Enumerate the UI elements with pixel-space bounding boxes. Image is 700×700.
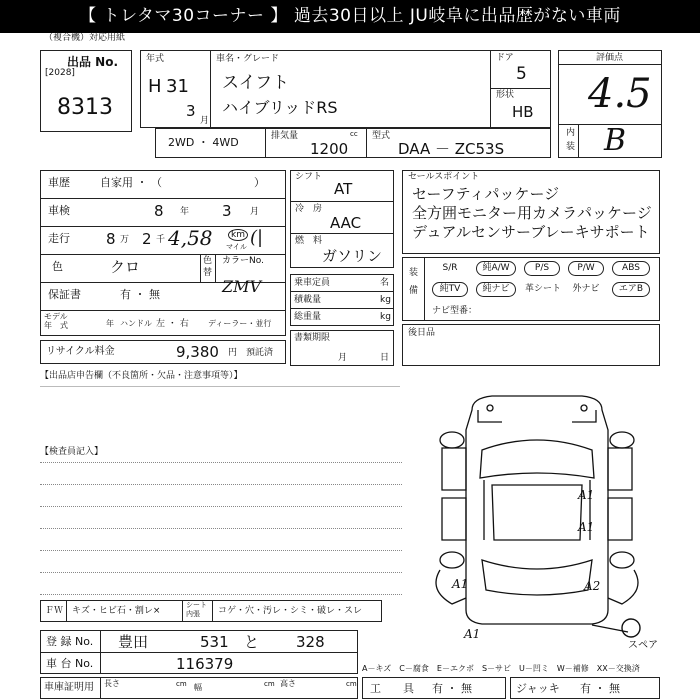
capacity-unit-gross: kg <box>380 312 391 322</box>
model-value: DAA － ZC53S <box>398 140 505 158</box>
registration-kana: と <box>244 633 260 651</box>
inspector-heading: 【検査員記入】 <box>40 447 104 457</box>
damage-mark-a1-right-rear: A1 <box>578 520 595 534</box>
seat-label-top: シート <box>186 601 207 609</box>
dealer-label: ディーラー・並行 <box>208 319 272 328</box>
ac-value: AAC <box>330 214 362 232</box>
shift-value: AT <box>334 180 353 198</box>
sales-point-2: 全方囲モニター用カメラパッケージ <box>412 204 652 222</box>
equip-sr: S/R <box>442 263 458 273</box>
year-month: 3 <box>186 102 196 120</box>
equip-oem-aw: 純A/W <box>476 261 516 276</box>
lot-number: 8313 <box>57 95 113 120</box>
cert-width-unit: cm <box>264 680 275 688</box>
mileage-sen: 2 <box>142 230 152 248</box>
inspection-month: 3 <box>222 202 232 220</box>
equip-oem-navi: 純ナビ <box>476 282 516 297</box>
capacity-label-gross: 総重量 <box>294 312 322 322</box>
tools-label: 工 具 <box>370 682 414 695</box>
displacement-unit: cc <box>350 130 358 138</box>
docs-deadline-unit: 月 <box>338 353 348 363</box>
capacity-label-load: 積載量 <box>294 295 322 305</box>
year-label: 年式 <box>146 54 165 64</box>
history-block <box>40 170 286 336</box>
color-change-top: 色 <box>203 256 213 266</box>
sales-points-label: セールスポイント <box>408 172 480 182</box>
fuel-label: 燃 料 <box>295 236 323 246</box>
drive-value: 2WD ・ 4WD <box>168 136 239 149</box>
interior-label-top: 内 <box>566 128 576 138</box>
top-banner <box>0 0 700 33</box>
recycle-note: 預託済 <box>246 348 274 358</box>
chassis-value: 116379 <box>176 655 234 673</box>
lot-label: 出品 No. <box>67 55 119 69</box>
model-year-unit: 年 <box>106 319 114 328</box>
cert-height-label: 高さ <box>280 679 296 688</box>
capacity-label-passengers: 乗車定員 <box>294 278 331 288</box>
displacement-value: 1200 <box>310 140 349 158</box>
inspection-year-unit: 年 <box>180 207 190 217</box>
jack-label: ジャッキ <box>516 682 560 695</box>
registration-class: 531 <box>200 633 229 651</box>
equip-pw: P/W <box>568 261 604 276</box>
recycle-label: リサイクル料金 <box>46 346 115 357</box>
history-label: 車歴 <box>48 176 70 189</box>
mileage-sen-unit: 千 <box>156 235 166 245</box>
seat-label-bottom: 内張 <box>186 610 200 618</box>
doors-label: ドア <box>496 53 514 63</box>
mileage-handwritten: 4,58 <box>168 226 213 250</box>
recycle-unit: 円 <box>228 348 238 358</box>
spare-label: スペア <box>628 640 658 651</box>
arrival-box <box>402 324 660 366</box>
year-era: H <box>148 76 162 97</box>
score-value: 4.5 <box>588 71 652 117</box>
jack-value: 有 ・ 無 <box>580 682 620 695</box>
mileage-check-mark: (| <box>250 227 264 248</box>
inspection-label: 車検 <box>48 204 70 217</box>
mileage-man: 8 <box>106 230 116 248</box>
color-label: 色 <box>52 260 63 273</box>
lot-box <box>40 50 132 132</box>
garage-cert-label: 車庫証明用 <box>44 682 94 693</box>
year-month-unit: 月 <box>200 116 210 126</box>
capacity-unit-passengers: 名 <box>380 278 390 288</box>
car-name: スイフト <box>222 73 290 93</box>
inspection-month-unit: 月 <box>250 207 260 217</box>
sales-point-3: デュアルセンサーブレーキサポート <box>412 223 650 241</box>
cert-width-label: 幅 <box>194 683 202 692</box>
tools-value: 有 ・ 無 <box>432 682 472 695</box>
equip-oem-tv: 純TV <box>432 282 468 297</box>
capacity-unit-load: kg <box>380 295 391 305</box>
handle-label: ハンドル <box>120 319 152 328</box>
navi-model-label: ナビ型番： <box>432 306 478 316</box>
paper-note: （複合機）対応用紙 <box>44 33 126 43</box>
color-no-value: ZMV <box>222 277 262 296</box>
seat-items: コゲ・穴・汚レ・シミ・破レ・スレ <box>218 606 363 616</box>
mileage-label: 走行 <box>48 232 70 245</box>
recycle-value: 9,380 <box>176 343 219 361</box>
shift-label: シフト <box>295 172 323 182</box>
car-grade: ハイブリッドRS <box>222 98 338 117</box>
registration-number: 328 <box>296 633 325 651</box>
year-value: 31 <box>166 76 189 97</box>
color-change-bottom: 替 <box>203 268 213 278</box>
history-close: ） <box>254 176 265 189</box>
fw-items: キズ・ヒビ石・割レ× <box>72 606 161 616</box>
damage-legend: A－キズ C－腐食 E－エクボ S－サビ U－凹ミ W－補修 XX－交換済 <box>362 664 640 673</box>
damage-mark-a1-right-door: A1 <box>578 488 595 502</box>
warranty-value: 有 ・ 無 <box>120 288 160 301</box>
doors-value: 5 <box>516 64 527 84</box>
model-label: 型式 <box>372 131 391 141</box>
cert-height-unit: cm <box>346 680 357 688</box>
damage-mark-a1-bottom: A1 <box>464 627 481 641</box>
equip-ps: P/S <box>524 261 560 276</box>
equipment-label-top: 装 <box>409 268 419 278</box>
car-label: 車名・グレード <box>216 54 280 64</box>
equipment-label-bottom: 備 <box>409 286 419 296</box>
shape-label: 形状 <box>496 90 515 100</box>
interior-label-bottom: 装 <box>566 142 576 152</box>
warranty-label: 保証書 <box>48 288 81 301</box>
damage-mark-a2-right-rear: A2 <box>584 579 601 593</box>
handle-value: 左 ・ 右 <box>156 319 189 329</box>
model-year-label-top: モデル <box>44 312 68 321</box>
banner-text: 【 トレタマ30コーナー 】 過去30日以上 JU岐阜に出品歴がない車両 <box>79 6 621 26</box>
arrival-label: 後日品 <box>408 328 436 338</box>
mileage-unit-km: km <box>228 229 248 241</box>
shape-value: HB <box>512 103 534 121</box>
inspection-year: 8 <box>154 202 164 220</box>
fuel-value: ガソリン <box>322 247 383 265</box>
mileage-man-unit: 万 <box>120 235 130 245</box>
lot-code: [2028] <box>45 68 75 78</box>
damage-mark-a1-left-rear: A1 <box>452 577 469 591</box>
equip-airbag: エアB <box>612 282 650 297</box>
chassis-label: 車 台 No. <box>46 657 94 670</box>
equip-ext-navi: 外ナビ <box>572 284 600 294</box>
color-value: クロ <box>110 258 141 276</box>
history-value: 自家用 ・ （ <box>100 176 162 189</box>
mileage-unit-mile: マイル <box>226 243 247 251</box>
sales-point-1: セーフティパッケージ <box>412 185 560 203</box>
color-no-label: カラーNo. <box>222 256 264 266</box>
registration-city: 豊田 <box>118 633 149 651</box>
interior-value: B <box>604 123 627 158</box>
score-label: 評価点 <box>596 53 624 63</box>
model-year-label-bottom: 年 式 <box>44 321 68 330</box>
equip-abs: ABS <box>612 261 650 276</box>
displacement-label: 排気量 <box>271 131 299 141</box>
fw-label: ＦＷ <box>45 606 64 616</box>
docs-deadline-label: 書類期限 <box>294 333 331 343</box>
car-damage-diagram <box>412 390 662 640</box>
ac-label: 冷 房 <box>295 204 323 214</box>
cert-length-label: 長さ <box>104 679 120 688</box>
docs-deadline-unit2: 日 <box>380 353 390 363</box>
cert-length-unit: cm <box>176 680 187 688</box>
equip-leather: 革シート <box>524 284 561 294</box>
registration-label: 登 録 No. <box>46 635 94 648</box>
notice-heading: 【出品店申告欄（不良箇所・欠品・注意事項等）】 <box>40 371 243 381</box>
